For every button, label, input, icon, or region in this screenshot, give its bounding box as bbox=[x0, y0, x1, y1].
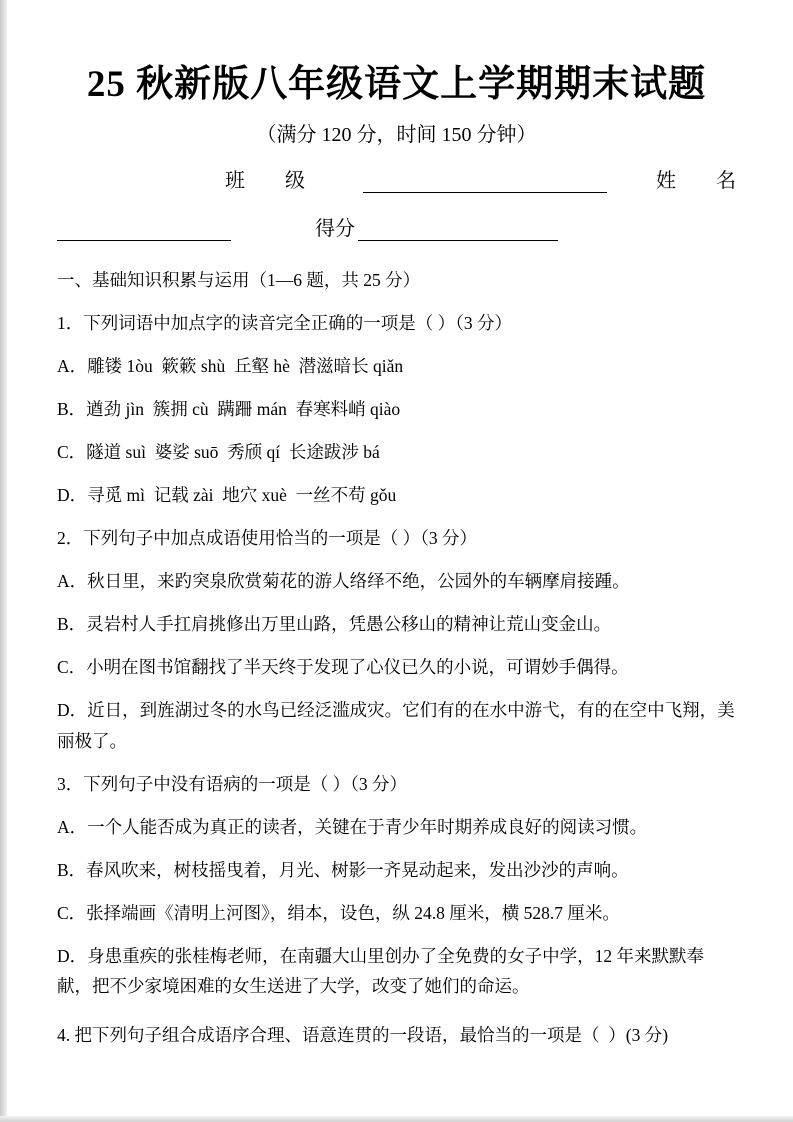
score-row bbox=[57, 217, 736, 241]
page-left-edge bbox=[0, 0, 7, 1122]
question-3: 3．下列句子中没有语病的一项是（ ）（3 分） bbox=[57, 773, 407, 794]
q1-option-c: C．隧道 suì 婆娑 suō 秀颀 qí 长途跋涉 bá bbox=[57, 441, 380, 462]
question-1: 1．下列词语中加点字的读音完全正确的一项是（ ）（3 分） bbox=[57, 312, 512, 333]
q1-option-b: B．遒劲 jìn 簇拥 cù 蹒跚 mán 春寒料峭 qiào bbox=[57, 398, 401, 419]
q1-option-d: D．寻觅 mì 记载 zài 地穴 xuè 一丝不苟 gǒu bbox=[57, 485, 397, 506]
question-4: 4. 把下列句子组合成语序合理、语意连贯的一段语，最恰当的一项是（ ）(3 分) bbox=[57, 1025, 669, 1046]
name-blank-line bbox=[57, 217, 231, 241]
q2-option-d: D．近日，到旌湖过冬的水鸟已经泛滥成灾。它们有的在水中游弋，有的在空中飞翔，美丽极了。 bbox=[57, 700, 735, 751]
page-title: 25 秋新版八年级语文上学期期末试题 bbox=[86, 64, 707, 105]
score-blank-line bbox=[358, 217, 558, 241]
q3-option-b: B．春风吹来，树枝摇曳着，月光、树影一齐晃动起来，发出沙沙的声响。 bbox=[57, 859, 629, 880]
class-blank-line bbox=[363, 169, 607, 193]
exam-score-time-info: （满分 120 分，时间 150 分钟） bbox=[256, 123, 537, 146]
q3-option-c: C．张择端画《清明上河图》，绢本，设色，纵 24.8 厘米，横 528.7 厘米。 bbox=[57, 902, 620, 923]
score-label: 得分 bbox=[315, 217, 355, 240]
question-2: 2．下列句子中加点成语使用恰当的一项是（ ）（3 分） bbox=[57, 528, 477, 549]
q2-option-b: B．灵岩村人手扛肩挑修出万里山路，凭愚公移山的精神让荒山变金山。 bbox=[57, 614, 612, 635]
q1-option-a: A．雕镂 1òu 簌簌 shù 丘壑 hè 潜滋暗长 qiǎn bbox=[57, 355, 404, 376]
exam-body bbox=[57, 265, 736, 1051]
q3-option-a: A．一个人能否成为真正的读者，关键在于青少年时期养成良好的阅读习惯。 bbox=[57, 816, 648, 837]
section-heading: 一、基础知识积累与运用（1—6 题，共 25 分） bbox=[57, 269, 421, 290]
class-name-row bbox=[57, 169, 736, 193]
q2-option-c: C．小明在图书馆翻找了半天终于发现了心仪已久的小说，可谓妙手偶得。 bbox=[57, 657, 629, 678]
name-label: 姓 名 bbox=[656, 169, 736, 192]
class-label: 班 级 bbox=[225, 169, 305, 192]
q3-option-d: D．身患重疾的张桂梅老师，在南疆大山里创办了全免费的女子中学，12 年来默默奉献，把不少家境困难的女生送进了大学，改变了她们的命运。 bbox=[57, 946, 705, 997]
q2-option-a: A．秋日里，来趵突泉欣赏菊花的游人络绎不绝，公园外的车辆摩肩接踵。 bbox=[57, 571, 630, 592]
page-bottom-edge bbox=[0, 1116, 793, 1122]
